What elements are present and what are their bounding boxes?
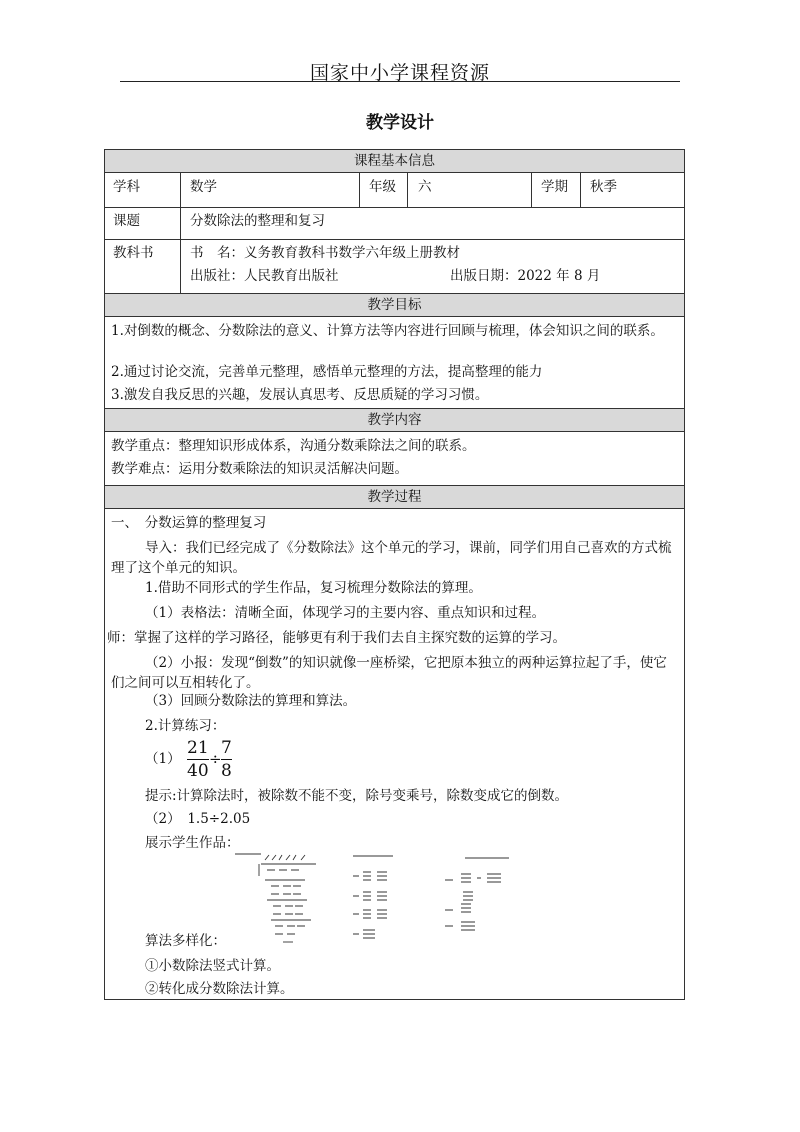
method-1: ①小数除法竖式计算。 — [145, 958, 280, 974]
textbook-book-line: 书 名：义务教育教科书数学六年级上册教材 — [190, 245, 460, 261]
objective-item-3: 3.激发自我反思的兴趣，发展认真思考、反思质疑的学习习惯。 — [111, 387, 489, 403]
topic-label: 课题 — [113, 213, 140, 229]
subject-value: 数学 — [190, 179, 217, 195]
student-work-fraction-conversion-image — [349, 848, 409, 940]
subject-label: 学科 — [113, 179, 140, 195]
row-divider — [105, 207, 684, 208]
grade-value: 六 — [418, 179, 432, 195]
term-label: 学期 — [541, 179, 568, 195]
row-divider — [105, 508, 684, 509]
textbook-label: 教科书 — [113, 245, 154, 261]
key-point: 教学重点：整理知识形成体系，沟通分数乘除法之间的联系。 — [111, 438, 476, 454]
fraction-bar — [187, 759, 209, 760]
row-divider — [105, 316, 684, 317]
header-divider — [120, 81, 680, 82]
section-objectives: 教学目标 — [105, 294, 684, 316]
column-divider — [407, 172, 408, 207]
objective-item-1: 1.对倒数的概念、分数除法的意义、计算方法等内容进行回顾与梳理，体会知识之间的联系。 — [111, 323, 664, 339]
method-2: ②转化成分数除法计算。 — [145, 981, 294, 997]
process-step1-c: （3）回顾分数除法的算理和算法。 — [145, 693, 357, 709]
process-step1: 1.借助不同形式的学生作品，复习梳理分数除法的算理。 — [145, 580, 482, 596]
column-divider — [180, 172, 181, 294]
section-basic-info: 课程基本信息 — [105, 150, 684, 172]
teacher-remark: 师：掌握了这样的学习路径，能够更有利于我们去自主探究数的运算的学习。 — [107, 630, 566, 646]
process-step1-b: （2）小报：发现“倒数”的知识就像一座桥梁，它把原本独立的两种运算拉起了手，使它们之间可以互相转化了。 — [111, 655, 667, 691]
site-header-title: 国家中小学课程资源 — [309, 62, 490, 84]
row-divider — [105, 172, 684, 173]
fraction-7-8 — [221, 738, 232, 781]
column-divider — [531, 172, 532, 207]
fraction-21-40 — [187, 738, 209, 781]
difficult-point: 教学难点：运用分数乘除法的知识灵活解决问题。 — [111, 461, 408, 477]
division-sign: ÷ — [209, 750, 222, 768]
textbook-publisher: 出版社：人民教育出版社 — [190, 268, 339, 284]
row-divider — [105, 431, 684, 432]
document-title: 教学设计 — [366, 113, 434, 133]
column-divider — [580, 172, 581, 207]
student-work-long-division-image — [231, 846, 321, 946]
fraction-numerator: 7 — [221, 738, 232, 758]
term-value: 秋季 — [590, 179, 617, 195]
section-content: 教学内容 — [105, 409, 684, 431]
calculation-hint: 提示:计算除法时，被除数不能不变，除号变乘号，除数变成它的倒数。 — [145, 788, 569, 804]
fraction-denominator: 40 — [187, 761, 209, 781]
row-divider — [105, 239, 684, 240]
student-work-reciprocal-image — [441, 852, 521, 934]
process-intro: 导入：我们已经完成了《分数除法》这个单元的学习，课前，同学们用自己喜欢的方式梳理了这个单元的知识。 — [111, 540, 672, 576]
objective-item-2: 2.通过讨论交流，完善单元整理，感悟单元整理的方法，提高整理的能力 — [111, 364, 543, 380]
process-step2: 2.计算练习： — [145, 718, 226, 734]
topic-value: 分数除法的整理和复习 — [190, 213, 325, 229]
exercise-1-label: （1） — [145, 751, 181, 767]
process-step1-a: （1）表格法：清晰全面，体现学习的主要内容、重点知识和过程。 — [145, 605, 546, 621]
exercise-2: （2） 1.5÷2.05 — [145, 811, 251, 827]
methods-heading: 算法多样化： — [145, 933, 226, 949]
grade-label: 年级 — [369, 179, 396, 195]
show-student-work: 展示学生作品： — [145, 835, 240, 851]
lesson-plan-table — [104, 149, 685, 1000]
section-process: 教学过程 — [105, 486, 684, 508]
column-divider — [359, 172, 360, 207]
fraction-denominator: 8 — [221, 761, 232, 781]
fraction-bar — [221, 759, 232, 760]
textbook-publish-date: 出版日期：2022 年 8 月 — [450, 268, 601, 284]
process-heading: 一、 分数运算的整理复习 — [111, 515, 267, 531]
fraction-numerator: 21 — [187, 738, 209, 758]
